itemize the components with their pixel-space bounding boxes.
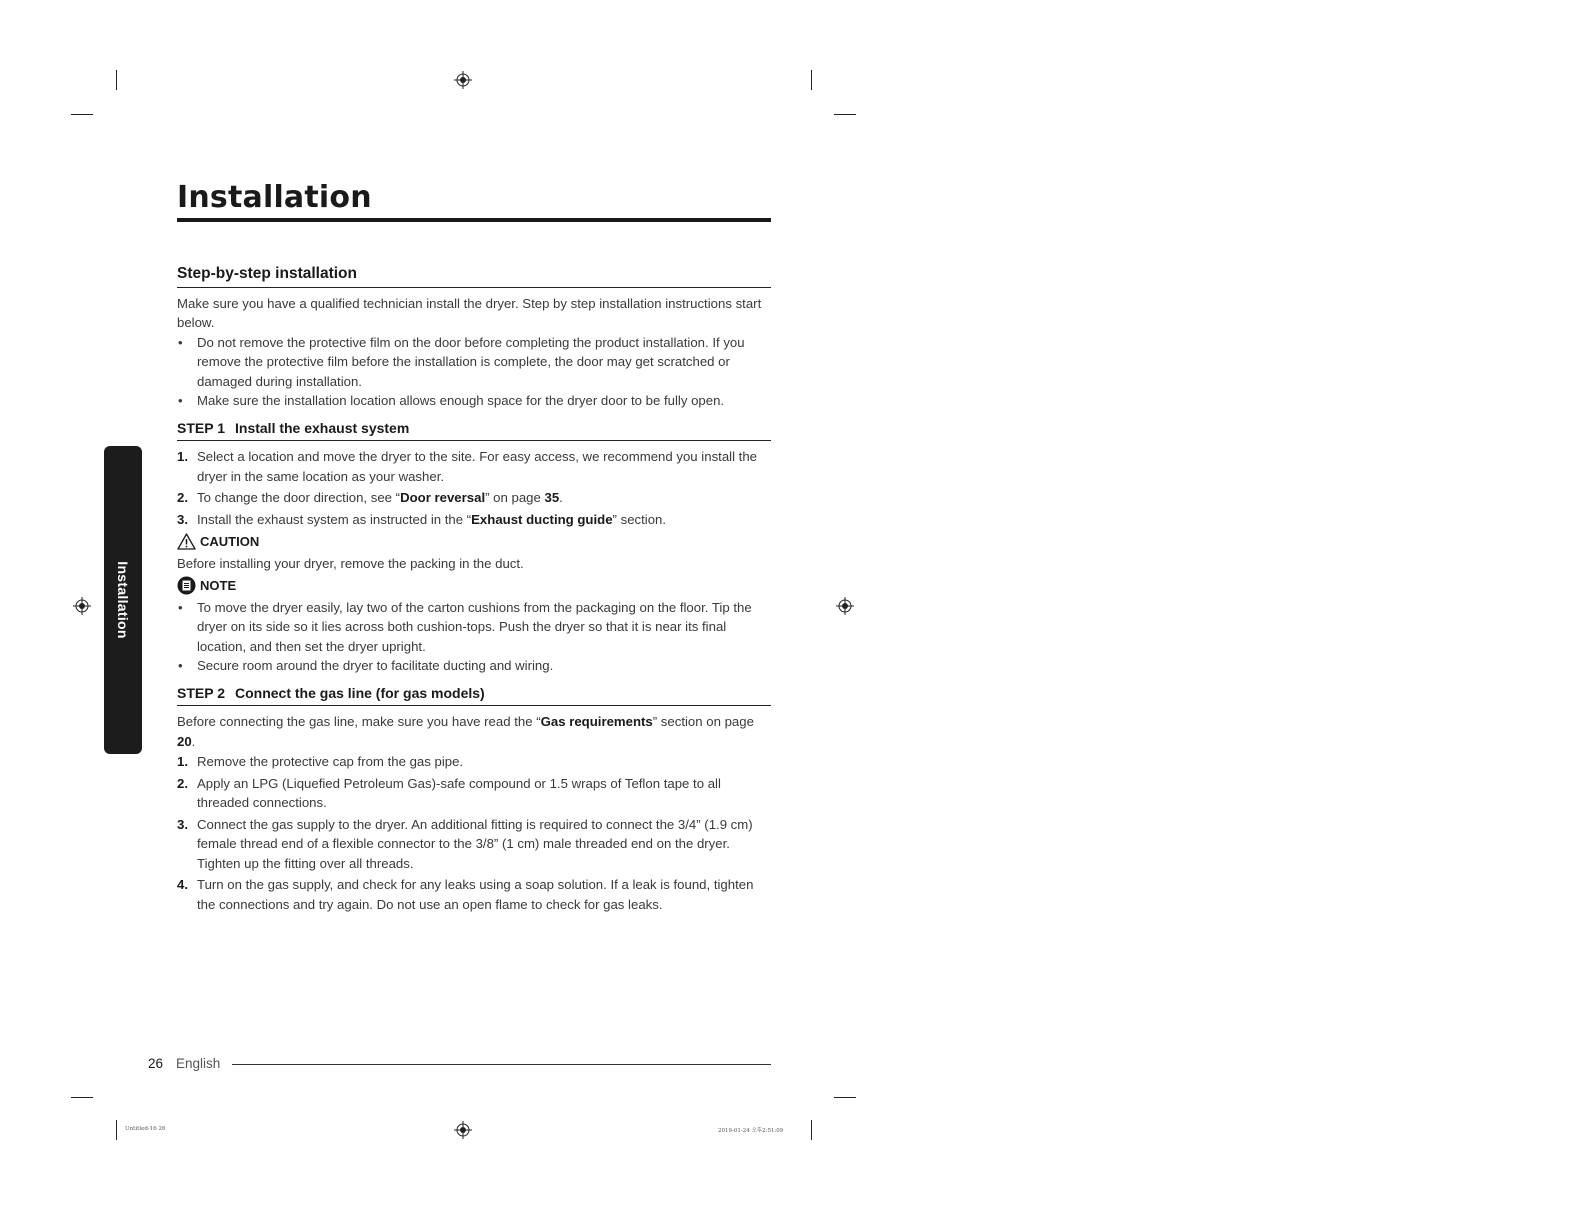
page-number: 26	[148, 1056, 164, 1071]
step2-heading	[177, 684, 771, 707]
step2-label: STEP 2	[177, 684, 225, 701]
list-item: • Do not remove the protective film on the door before completing the product installation. If you remove the protective film before the installation is complete, the door may get scratched or damaged during installation.	[178, 334, 745, 389]
note-callout	[177, 576, 771, 596]
registration-mark-icon	[454, 71, 472, 89]
section-heading: Step-by-step installation	[177, 264, 771, 288]
footer-rule	[232, 1064, 771, 1065]
warning-triangle-icon	[177, 533, 197, 551]
caution-callout	[177, 532, 771, 552]
registration-mark-icon	[836, 597, 854, 615]
list-item: 1. Remove the protective cap from the gas pipe.	[177, 754, 464, 769]
list-item: 1. Select a location and move the dryer to the site. For easy access, we recommend you install the dryer in the same location as your washer.	[177, 449, 758, 484]
crop-mark	[71, 114, 93, 115]
crop-mark	[71, 1097, 93, 1098]
title-rule	[177, 218, 771, 222]
print-slug-left: Untitled-16 26	[125, 1126, 166, 1132]
list-item: • Make sure the installation location allows enough space for the dryer door to be fully open.	[178, 393, 725, 408]
step1-heading	[177, 419, 771, 442]
crop-mark	[811, 70, 812, 90]
side-tab	[104, 446, 142, 754]
list-item: 3. Install the exhaust system as instructed in the “Exhaust ducting guide” section.	[177, 511, 667, 527]
crop-mark	[811, 1120, 812, 1140]
list-item: • Secure room around the dryer to facilitate ducting and wiring.	[178, 658, 554, 673]
list-item: 2. To change the door direction, see “Door reversal” on page 35.	[177, 490, 563, 505]
section-bullets	[177, 333, 771, 411]
registration-mark-icon	[454, 1121, 472, 1139]
step2-title: Connect the gas line (for gas models)	[235, 684, 485, 701]
list-item: • To move the dryer easily, lay two of the carton cushions from the packaging on the floor. Tip the dryer on its side so it lies across both cushion-tops. Push the dryer so that it is near its final location, and then set the dryer upright.	[178, 599, 752, 654]
step1-list	[177, 447, 771, 529]
step2-list	[177, 752, 771, 914]
step1-title: Install the exhaust system	[235, 419, 410, 436]
page-ref-link[interactable]: 35	[544, 490, 560, 505]
footer-language: English	[176, 1056, 221, 1071]
exhaust-ducting-guide-link[interactable]: Exhaust ducting guide	[471, 511, 613, 527]
side-tab-label: Installation	[115, 561, 131, 639]
note-icon	[177, 577, 197, 595]
list-item: 3. Connect the gas supply to the dryer. An additional fitting is required to connect the 3/4” (1.9 cm) female thread end of a flexible connector to the 3/8” (1 cm) male threaded end on the dryer. Tighten up the fitting over all threads.	[177, 816, 753, 871]
note-bullets	[177, 598, 771, 676]
step1-label: STEP 1	[177, 419, 225, 436]
page-title: Installation	[177, 180, 372, 215]
print-slug-right: 2019-01-24 오후2:51:09	[718, 1128, 784, 1134]
registration-mark-icon	[73, 597, 91, 615]
crop-mark	[116, 70, 117, 90]
crop-mark	[834, 114, 856, 115]
page-ref-link[interactable]: 20	[177, 733, 192, 749]
step2-intro: Before connecting the gas line, make sure you have read the “Gas requirements” section on page 20.	[177, 714, 754, 749]
list-item: 4. Turn on the gas supply, and check for any leaks using a soap solution. If a leak is found, tighten the connections and try again. Do not use an open flame to check for gas leaks.	[177, 877, 754, 912]
main-content	[177, 264, 771, 916]
crop-mark	[834, 1097, 856, 1098]
section-intro: Make sure you have a qualified technician install the dryer. Step by step installation instructions start below.	[177, 295, 762, 330]
door-reversal-link[interactable]: Door reversal	[400, 490, 486, 505]
note-label: NOTE	[200, 578, 237, 593]
caution-label: CAUTION	[200, 534, 260, 549]
crop-mark	[116, 1120, 117, 1140]
list-item: 2. Apply an LPG (Liquefied Petroleum Gas)-safe compound or 1.5 wraps of Teflon tape to all threaded connections.	[177, 775, 721, 810]
caution-text: Before installing your dryer, remove the packing in the duct.	[177, 555, 524, 571]
gas-requirements-link[interactable]: Gas requirements	[540, 714, 653, 729]
